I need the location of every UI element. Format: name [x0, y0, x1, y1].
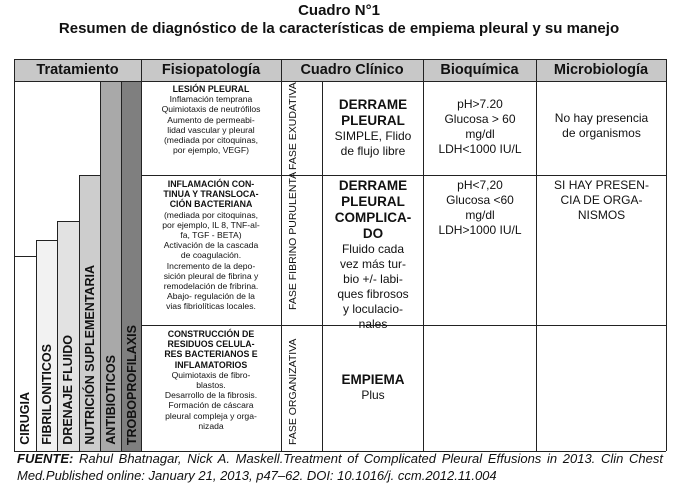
row1-bioquimica: pH>7.20 Glucosa > 60 mg/dl LDH<1000 IU/L	[438, 97, 522, 156]
treatment-label-1: CIRUGIA	[18, 392, 32, 445]
treatment-bar-2	[36, 240, 57, 451]
rule-col3	[423, 59, 424, 451]
row3-cc-text: Plus	[361, 388, 385, 402]
row1-fisio-text: Inflamación temprana Quimiotaxis de neutrófilos Aumento de permeabi- lidad vascular y pleural (mediada por citoquinas, por ejemplo, VEGF)	[161, 94, 261, 156]
row3-cc-title: EMPIEMA	[341, 372, 405, 387]
treatment-label-6: TROBOPROFILAXIS	[125, 324, 139, 445]
row1-microbiologia: No hay presencia de organismos	[554, 111, 649, 140]
row2-microbiologia: SI HAY PRESEN- CIA DE ORGA- NISMOS	[554, 178, 649, 222]
row3-cuadro	[324, 372, 422, 403]
rule-row1	[141, 175, 666, 176]
source-note	[17, 450, 663, 484]
treatment-bar-5	[100, 81, 121, 451]
row1-fisio-title: LESIÓN PLEURAL	[172, 84, 250, 94]
row2-fase: FASE FIBRINO PURULENTA	[287, 171, 299, 310]
table-subtitle: Resumen de diagnóstico de la características de empiema pleural y su manejo	[58, 20, 620, 37]
row3-fisio-text: Quimiotaxis de fibro- blastos. Desarrollo de la fibrosis. Formación de cáscara pleural compleja y orga- nizada	[164, 369, 258, 431]
rule-col1	[141, 59, 142, 451]
header-tratamiento: Tratamiento	[36, 62, 119, 78]
row2-cc-text: Fluido cada vez más tur- bio +/- labi- ques fibrosos y loculacio- nales	[337, 242, 409, 331]
row2-cc-title: DERRAME PLEURAL COMPLICA- DO	[334, 178, 412, 241]
row2-fisio-title: INFLAMACIÓN CON- TINUA Y TRANSLOCA- CIÓN BACTERIANA	[163, 179, 259, 210]
row3-fisio-title: CONSTRUCCIÓN DE RESIDUOS CELULA- RES BACTERIANOS E INFLAMATORIOS	[164, 329, 258, 370]
row2-bioquimica: pH<7,20 Glucosa <60 mg/dl LDH>1000 IU/L	[438, 178, 522, 237]
treatment-bar-6	[121, 81, 141, 451]
row1-cc-text: SIMPLE, Flido de flujo libre	[334, 129, 412, 158]
treatment-label-4: NUTRICIÓN SUPLEMENTARIA	[83, 265, 97, 445]
treatment-label-3: DRENAJE FLUIDO	[61, 335, 75, 445]
header-bioquimica: Bioquímica	[440, 62, 519, 78]
treatment-bar-4	[79, 175, 100, 451]
table-title: Cuadro N°1	[298, 2, 380, 19]
source-text: Rahul Bhatnagar, Nick A. Maskell.Treatment of Complicated Pleural Effusions in 2013. Clin Chest Med.Published online: January 21, 2013, p47–62. DOI: 10.1016/j. ccm.2012.11.004	[17, 451, 663, 483]
rule-top	[14, 59, 666, 60]
row2-cuadro	[324, 178, 422, 332]
row3-fase: FASE ORGANIZATIVA	[287, 338, 299, 445]
row1-cuadro	[324, 97, 422, 159]
treatment-bar-1	[14, 256, 36, 451]
treatment-bar-3	[57, 221, 79, 451]
row2-fisiopatologia	[143, 179, 279, 312]
header-microbiologia: Microbiología	[553, 62, 649, 78]
row2-fisio-text: (mediada por citoquinas, por ejemplo, IL 8, TNF-al- fa, TGF - BETA) Activación de la cascada de coagulación. Incremento de la depo- sición pleural de fibrina y remodelación de fribrina. Abajo- regulación de la vias fibriolíticas locales.	[162, 209, 260, 312]
row1-fase: FASE EXUDATIVA	[287, 82, 299, 170]
row3-fisiopatologia	[143, 329, 279, 431]
row1-cc-title: DERRAME PLEURAL	[338, 97, 408, 128]
header-fisiopatologia: Fisiopatología	[161, 62, 261, 78]
rule-phase	[322, 81, 323, 451]
header-cuadro-clinico: Cuadro Clínico	[300, 62, 404, 78]
rule-left	[14, 59, 15, 451]
treatment-label-2: FIBRILONITICOS	[40, 344, 54, 445]
rule-col4	[536, 59, 537, 451]
row1-fisiopatologia	[143, 84, 279, 155]
treatment-label-5: ANTIBIOTICOS	[104, 355, 118, 445]
rule-col2	[281, 59, 282, 451]
rule-right	[666, 59, 667, 451]
rule-header	[14, 81, 666, 82]
source-label: FUENTE:	[17, 451, 74, 466]
